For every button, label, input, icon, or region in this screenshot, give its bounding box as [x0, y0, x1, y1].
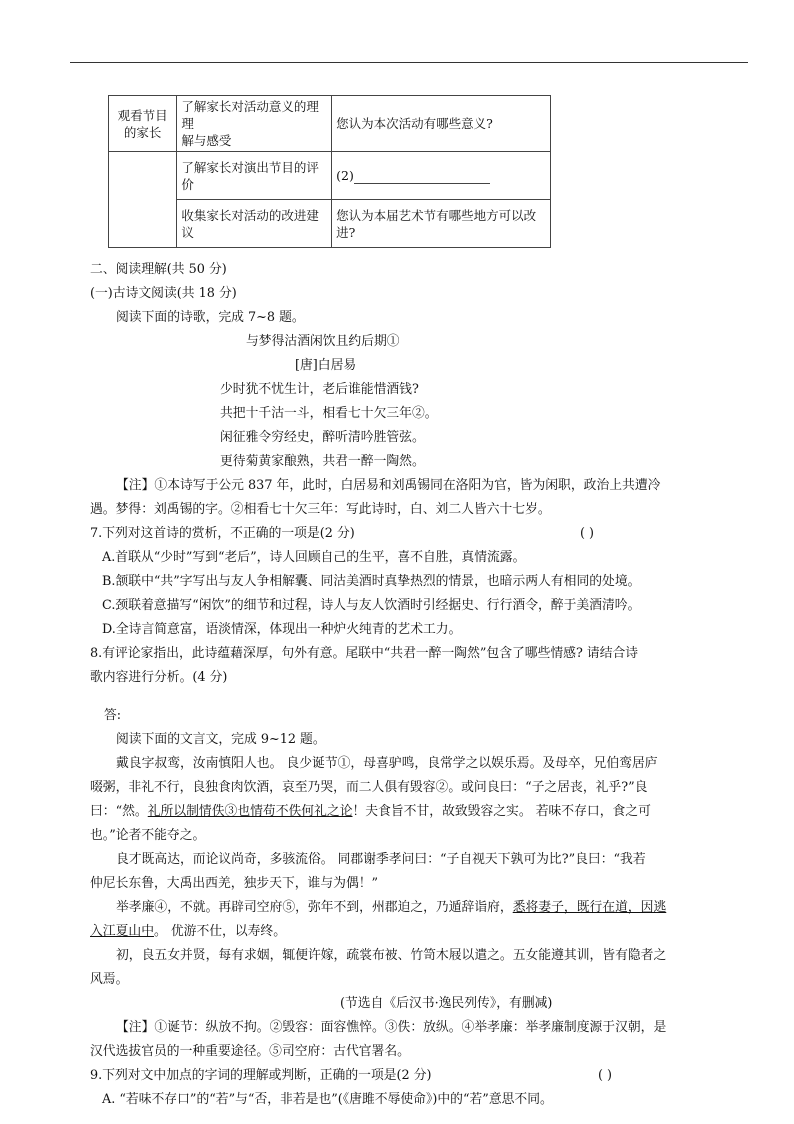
table-cell: 收集家长对活动的改进建议: [177, 200, 332, 248]
prose-note: 【注】①诞节：纵放不拘。②毁容：面容憔悴。③佚：放纵。④举孝廉：举孝廉制度源于汉朝，是: [116, 1020, 667, 1035]
prose-note: 汉代选拔官员的一种重要途径。⑤司空府：古代官署名。: [90, 1044, 410, 1059]
question-8: 8.有评论家指出，此诗蕴藉深厚，句外有意。尾联中“共君一醉一陶然”包含了哪些情感? 请结合诗: [90, 646, 639, 661]
option-a: A.首联从“少时”写到“老后”，诗人回顾自己的生平，喜不自胜，真情流露。: [102, 550, 526, 565]
underlined-sentence: 入江夏山中: [90, 924, 154, 939]
poem-line: 更待菊黄家酿熟，共君一醉一陶然。: [220, 454, 425, 469]
poem-note: 遇。梦得：刘禹锡的字。②相看七十欠三年：写此诗时，白、刘二人皆六十七岁。: [90, 502, 551, 517]
poem-author: [唐]白居易: [295, 358, 357, 373]
poem-intro: 阅读下面的诗歌，完成 7~8 题。: [116, 310, 305, 325]
prose-line: 仲尼长东鲁，大禹出西羌，独步天下，谁与为偶！”: [90, 876, 379, 891]
table-row: [109, 152, 551, 200]
question-7-text: 7.下列对这首诗的赏析，不正确的一项是(2 分): [90, 526, 355, 541]
option-d: D.全诗言简意富，语淡情深，体现出一种炉火纯青的艺术工力。: [102, 622, 462, 637]
table-cell-empty: [109, 152, 177, 248]
prose-paragraph: [90, 896, 706, 920]
survey-table: [108, 95, 551, 248]
prose-paragraph: 初，良五女并贤，每有求姻，辄便许嫁，疏裳布被、竹笥木屐以遣之。五女能遵其训，皆有隐者之: [116, 948, 667, 963]
prose-paragraph: 良才既高达，而论议尚奇，多骇流俗。 同郡谢季孝问曰：“子自视天下孰可为比?”良曰：“我若: [116, 852, 646, 867]
underlined-sentence: 礼所以制情佚③也情苟不佚何礼之论: [147, 804, 353, 819]
question-9-text: 9.下列对文中加点的字词的理解或判断，正确的一项是(2 分): [90, 1068, 432, 1083]
table-cell: [332, 152, 551, 200]
question-8-cont: 歌内容进行分析。(4 分): [90, 670, 228, 685]
table-cell: 了解家长对演出节目的评价: [177, 152, 332, 200]
prose-text: 举孝廉④，不就。再辟司空府⑤，弥年不到，州郡迫之，乃遁辞诣府，: [116, 900, 513, 915]
blank-label: (2): [336, 168, 354, 183]
poem-line: 少时犹不忧生计，老后谁能惜酒钱?: [220, 382, 419, 397]
section-heading: 二、阅读理解(共 50 分): [90, 262, 227, 277]
prose-text: 。 优游不仕，以寿终。: [153, 924, 287, 939]
poem-line: 闲征雅令穷经史，醉听清吟胜管弦。: [220, 430, 425, 445]
prose-text: ！夫食旨不甘，故致毁容之实。 若味不存口，食之可: [352, 804, 651, 819]
table-cell: 您认为本届艺术节有哪些地方可以改进?: [332, 200, 551, 248]
reading-section: [90, 258, 706, 1112]
underlined-sentence: 悉将妻子，既行在道，因逃: [512, 900, 667, 915]
prose-line: 风焉。: [90, 972, 129, 987]
answer-blank: [354, 171, 490, 184]
option-a: A. “若味不存口”的“若”与“否，非若是也”(《唐雎不辱使命》)中的“若”意思不同。: [102, 1092, 553, 1107]
cell-line: 了解家长对活动意义的理: [181, 99, 319, 114]
prose-line: 啜粥，非礼不行，良独食肉饮酒，哀至乃哭，而二人俱有毁容②。或问良曰：“子之居丧，礼乎?”良: [90, 780, 648, 795]
option-c: C.颈联着意描写“闲饮”的细节和过程，诗人与友人饮酒时引经据史、行行酒令，醉于美酒清吟。: [102, 598, 641, 613]
answer-label: 答:: [104, 708, 122, 723]
prose-line: 也。”论者不能夺之。: [90, 828, 206, 843]
poem-title: 与梦得沽酒闲饮且约后期①: [246, 334, 400, 349]
table-cell: [177, 96, 332, 152]
answer-paren: ( ): [580, 526, 595, 541]
prose-paragraph: 戴良字叔鸾，汝南慎阳人也。 良少诞节①，母喜驴鸣，良常学之以娱乐焉。及母卒，兄伯鸾居庐: [116, 756, 658, 771]
prose-line: [90, 920, 706, 944]
table-cell: 观看节目的家长: [109, 96, 177, 152]
poem-note: 【注】①本诗写于公元 837 年，此时，白居易和刘禹锡同在洛阳为官，皆为闲职，政治上共遭冷: [116, 478, 661, 493]
header-rule: [70, 62, 748, 63]
option-b: B.颔联中“共”字写出与友人争相解囊、同沽美酒时真挚热烈的情景，也暗示两人有相同的处境。: [102, 574, 641, 589]
prose-intro: 阅读下面的文言文，完成 9~12 题。: [116, 732, 326, 747]
prose-text: 曰：“然。: [90, 804, 148, 819]
prose-line: [90, 800, 706, 824]
question-9: [90, 1064, 706, 1088]
table-row: [109, 96, 551, 152]
answer-paren: ( ): [598, 1068, 613, 1083]
source-citation: (节选自《后汉书·逸民列传》，有删减): [340, 996, 553, 1011]
cell-line: 理: [181, 116, 194, 131]
poem-line: 共把十千沽一斗，相看七十欠三年②。: [220, 406, 438, 421]
subsection-heading: (一)古诗文阅读(共 18 分): [90, 286, 237, 301]
table-cell: 您认为本次活动有哪些意义?: [332, 96, 551, 152]
cell-line: 解与感受: [181, 133, 232, 148]
question-7: [90, 522, 706, 546]
